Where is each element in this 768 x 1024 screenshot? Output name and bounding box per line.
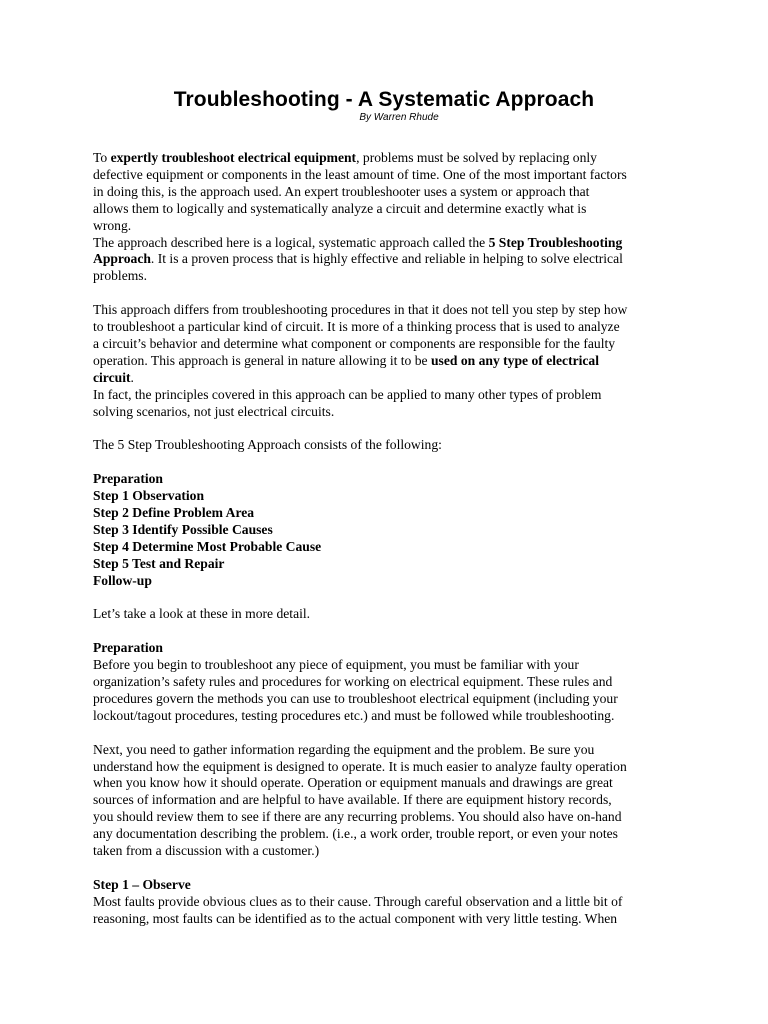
text-line: a circuit’s behavior and determine what component or components are responsible for the faulty [93, 335, 616, 351]
steps-list-item: Preparation [93, 471, 163, 487]
text-run: operation. This approach is general in nature allowing it to be [93, 352, 431, 368]
text-line: solving scenarios, not just electrical circuits. [93, 403, 335, 419]
section-heading: Preparation [93, 640, 163, 656]
consists-paragraph [93, 437, 713, 454]
emphasis-text: used on any type of electrical [431, 352, 600, 368]
steps-list-item: Step 4 Determine Most Probable Cause [93, 538, 322, 554]
text-line: when you know how it should operate. Operation or equipment manuals and drawings are great [93, 775, 613, 791]
text-line [93, 370, 713, 387]
steps-list-item: Follow-up [93, 572, 152, 588]
text-line: lockout/tagout procedures, testing procedures etc.) and must be followed while troubleshooting. [93, 707, 615, 723]
preparation-section [93, 640, 713, 725]
paragraph-gap [93, 623, 713, 640]
observe-section [93, 877, 713, 928]
emphasis-text: 5 Step Troubleshooting [488, 234, 623, 250]
text-line: problems. [93, 268, 147, 284]
text-line: procedures govern the methods you can use to troubleshoot electrical equipment (including your [93, 690, 618, 706]
steps-list-item: Step 5 Test and Repair [93, 555, 225, 571]
text-run: , problems must be solved by replacing only [356, 150, 597, 165]
detail-paragraph [93, 606, 713, 623]
section-heading: Step 1 – Observe [93, 876, 191, 892]
paragraph-gap [93, 725, 713, 742]
infact-paragraph [93, 387, 713, 421]
text-line: Before you begin to troubleshoot any piece of equipment, you must be familiar with your [93, 657, 579, 673]
emphasis-text: expertly troubleshoot electrical equipment [110, 150, 357, 165]
text-line: understand how the equipment is designed to operate. It is much easier to analyze faulty operation [93, 758, 627, 774]
approach-paragraph [93, 235, 713, 286]
text-line: in doing this, is the approach used. An expert troubleshooter uses a system or approach that [93, 183, 590, 199]
steps-list-item: Step 2 Define Problem Area [93, 504, 255, 520]
text-run: . It is a proven process that is highly effective and reliable in helping to solve electrical [150, 251, 623, 267]
text-line: Let’s take a look at these in more detail. [93, 606, 311, 622]
text-line: reasoning, most faults can be identified as to the actual component with very little testing. When [93, 910, 618, 926]
paragraph-gap [93, 454, 713, 471]
text-line [93, 150, 713, 167]
differs-paragraph [93, 302, 713, 387]
text-line: taken from a discussion with a customer.) [93, 843, 320, 859]
text-line: The 5 Step Troubleshooting Approach consists of the following: [93, 437, 442, 453]
text-run: To [93, 150, 111, 165]
text-line: This approach differs from troubleshooting procedures in that it does not tell you step by step how [93, 302, 628, 318]
document-body [93, 150, 713, 928]
emphasis-text: circuit [93, 369, 131, 385]
steps-list-item: Step 1 Observation [93, 488, 205, 504]
emphasis-text: Approach [93, 251, 151, 267]
text-line: allows them to logically and systematically analyze a circuit and determine exactly what is [93, 200, 587, 216]
text-line: wrong. [93, 217, 132, 233]
text-line: Next, you need to gather information regarding the equipment and the problem. Be sure you [93, 741, 595, 757]
paragraph-gap [93, 285, 713, 302]
steps-list [93, 471, 713, 589]
document-title: Troubleshooting - A Systematic Approach [173, 88, 595, 111]
text-run: . [130, 369, 134, 385]
paragraph-gap [93, 420, 713, 437]
author-byline: By Warren Rhude [359, 112, 439, 123]
intro-paragraph [93, 150, 713, 235]
text-line [93, 251, 713, 268]
text-line: defective equipment or components in the least amount of time. One of the most important factors [93, 166, 627, 182]
next-paragraph [93, 742, 713, 860]
paragraph-gap [93, 590, 713, 607]
text-line [93, 235, 713, 252]
text-line: Most faults provide obvious clues as to their cause. Through careful observation and a little bit of [93, 893, 623, 909]
text-line: to troubleshoot a particular kind of circuit. It is more of a thinking process that is used to analyze [93, 319, 620, 335]
text-line [93, 353, 713, 370]
steps-list-item: Step 3 Identify Possible Causes [93, 521, 273, 537]
text-run: The approach described here is a logical, systematic approach called the [93, 234, 489, 250]
text-line: you should review them to see if there are any recurring problems. You should also have on-hand [93, 809, 622, 825]
text-line: organization’s safety rules and procedures for working on electrical equipment. These rules and [93, 674, 613, 690]
text-line: In fact, the principles covered in this approach can be applied to many other types of problem [93, 386, 602, 402]
text-line: any documentation describing the problem. (i.e., a work order, trouble report, or even your notes [93, 826, 618, 842]
paragraph-gap [93, 860, 713, 877]
text-line: sources of information and are helpful to have available. If there are equipment history records, [93, 792, 612, 808]
